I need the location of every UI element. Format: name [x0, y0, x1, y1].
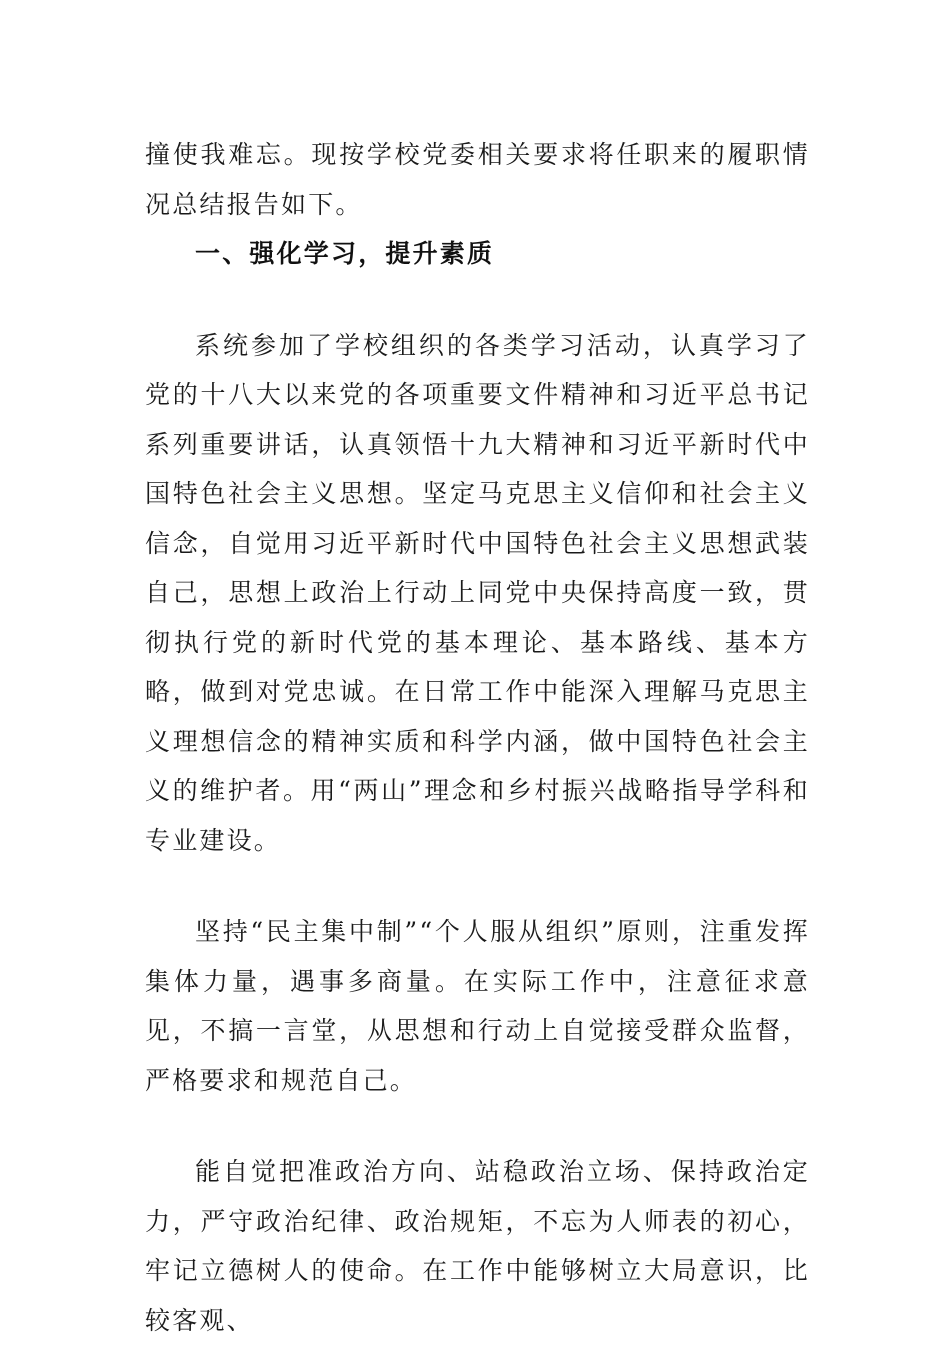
body-paragraph-1: 系统参加了学校组织的各类学习活动，认真学习了党的十八大以来党的各项重要文件精神和习近平总书记系列重要讲话，认真领悟十九大精神和习近平新时代中国特色社会主义思想。坚定马克思主义信仰和社会主义信念，自觉用习近平新时代中国特色社会主义思想武装自己，思想上政治上行动上同党中央保持高度一致，贯彻执行党的新时代党的基本理论、基本路线、基本方略，做到对党忠诚。在日常工作中能深入理解马克思主义理想信念的精神实质和科学内涵，做中国特色社会主义的维护者。用“两山”理念和乡村振兴战略指导学科和专业建设。	[145, 330, 810, 855]
section-heading: 一、强化学习，提升素质	[195, 239, 495, 268]
document-body	[145, 130, 810, 1345]
intro-paragraph: 撞使我难忘。现按学校党委相关要求将任职来的履职情况总结报告如下。	[145, 140, 810, 219]
body-paragraph-2: 坚持“民主集中制”“个人服从组织”原则，注重发挥集体力量，遇事多商量。在实际工作中，注意征求意见，不搞一言堂，从思想和行动上自觉接受群众监督，严格要求和规范自己。	[145, 917, 810, 1095]
body-paragraph-3: 能自觉把准政治方向、站稳政治立场、保持政治定力，严守政治纪律、政治规矩，不忘为人师表的初心，牢记立德树人的使命。在工作中能够树立大局意识，比较客观、	[145, 1157, 810, 1335]
